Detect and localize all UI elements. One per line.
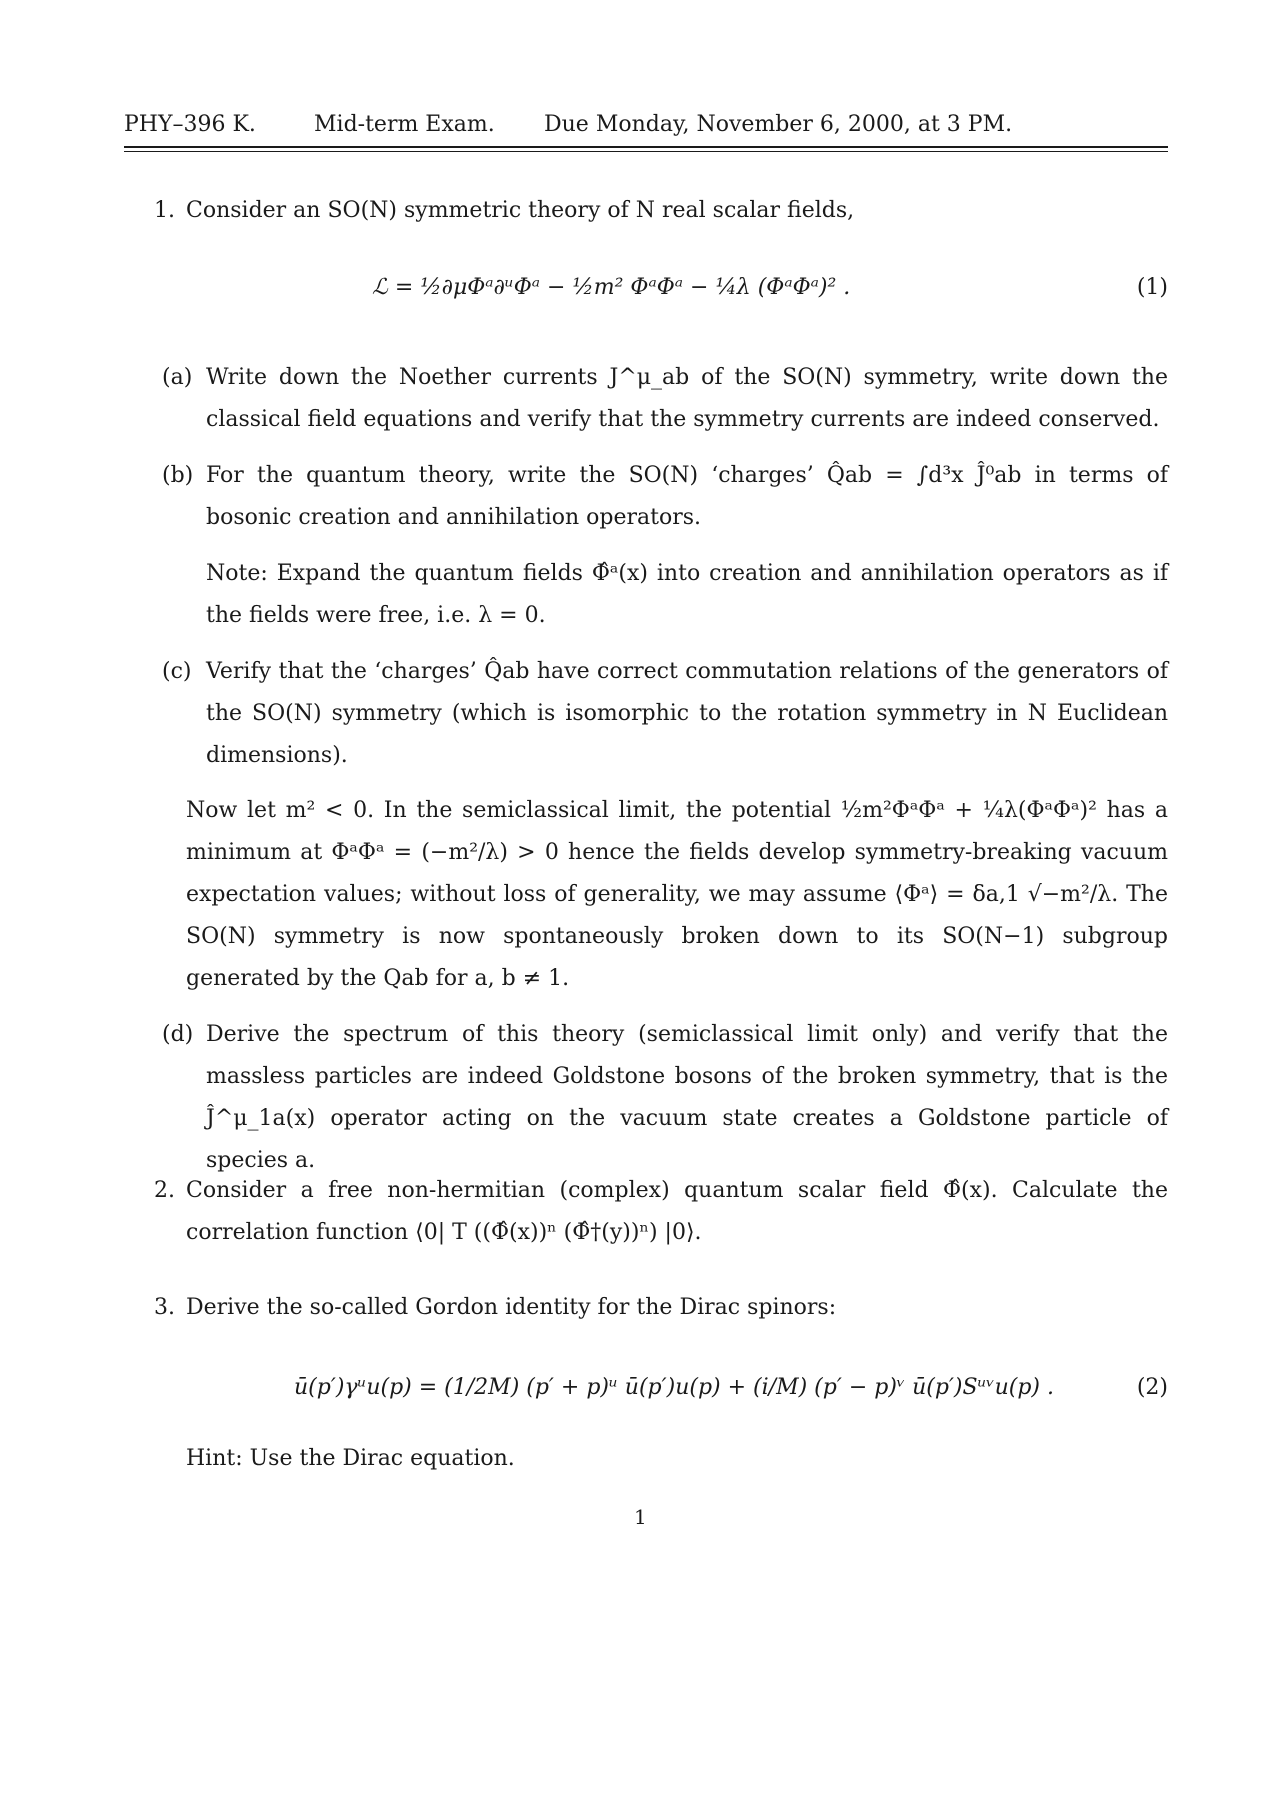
problem-1-number: 1. xyxy=(154,198,175,223)
problem-2-number: 2. xyxy=(154,1178,175,1203)
exam-page xyxy=(124,0,1168,1811)
equation-2-number: (2) xyxy=(1136,1375,1168,1400)
part-1d-text: Derive the spectrum of this theory (semiclassical limit only) and verify that the massless particles are indeed Goldstone bosons of the broken symmetry, that is the Ĵ^μ_1a(x) operator acting on the vacuum state creates a Goldstone particle of species a. xyxy=(206,1022,1168,1173)
problem-3-number: 3. xyxy=(154,1295,175,1320)
equation-1-number: (1) xyxy=(1136,275,1168,300)
page-number: 1 xyxy=(634,1505,647,1529)
problem-1-intro: Consider an SO(N) symmetric theory of N real scalar fields, xyxy=(186,198,855,223)
part-1b-note: Note: Expand the quantum fields Φ̂ᵃ(x) into creation and annihilation operators as if the fields were free, i.e. λ = 0. xyxy=(206,561,1168,628)
part-1a-text: Write down the Noether currents J^μ_ab of the SO(N) symmetry, write down the classical field equations and verify that the symmetry currents are indeed conserved. xyxy=(206,365,1168,432)
symmetry-breaking-paragraph: Now let m² < 0. In the semiclassical limit, the potential ½m²ΦᵃΦᵃ + ¼λ(ΦᵃΦᵃ)² has a minimum at ΦᵃΦᵃ = (−m²/λ) > 0 hence the fields develop symmetry-breaking vacuum expectation values; without loss of generality, we may assume ⟨Φᵃ⟩ = δa,1 √−m²/λ. The SO(N) symmetry is now spontaneously broken down to its SO(N−1) subgroup generated by the Qab for a, b ≠ 1. xyxy=(186,798,1168,991)
due-date: Due Monday, November 6, 2000, at 3 PM. xyxy=(544,112,1013,137)
equation-1: ℒ = ½∂μΦᵃ∂ᵘΦᵃ − ½m² ΦᵃΦᵃ − ¼λ (ΦᵃΦᵃ)² . xyxy=(372,275,851,300)
problem-2-text: Consider a free non-hermitian (complex) quantum scalar field Φ̂(x). Calculate the correlation function ⟨0| T ((Φ̂(x))ⁿ (Φ̂†(y))ⁿ) |0⟩. xyxy=(186,1178,1168,1245)
equation-2: ū(p′)γᵘu(p) = (1/2M) (p′ + p)ᵘ ū(p′)u(p) + (i/M) (p′ − p)ᵛ ū(p′)Sᵘᵛu(p) . xyxy=(294,1375,1054,1400)
header-rule-thick xyxy=(124,146,1168,148)
part-1c-label: (c) xyxy=(162,659,192,684)
part-1a-label: (a) xyxy=(162,365,193,390)
part-1b-text: For the quantum theory, write the SO(N) ‘charges’ Q̂ab = ∫d³x Ĵ⁰ab in terms of bosonic creation and annihilation operators. xyxy=(206,463,1168,530)
part-1c-text: Verify that the ‘charges’ Q̂ab have correct commutation relations of the generators of the SO(N) symmetry (which is isomorphic to the rotation symmetry in N Euclidean dimensions). xyxy=(206,659,1168,768)
exam-title: Mid-term Exam. xyxy=(314,112,495,137)
header-rule-thin xyxy=(124,151,1168,152)
problem-3-hint: Hint: Use the Dirac equation. xyxy=(186,1446,515,1471)
part-1b-label: (b) xyxy=(162,463,194,488)
course-code: PHY–396 K. xyxy=(124,112,256,137)
part-1d-label: (d) xyxy=(162,1022,194,1047)
problem-3-text: Derive the so-called Gordon identity for the Dirac spinors: xyxy=(186,1295,837,1320)
